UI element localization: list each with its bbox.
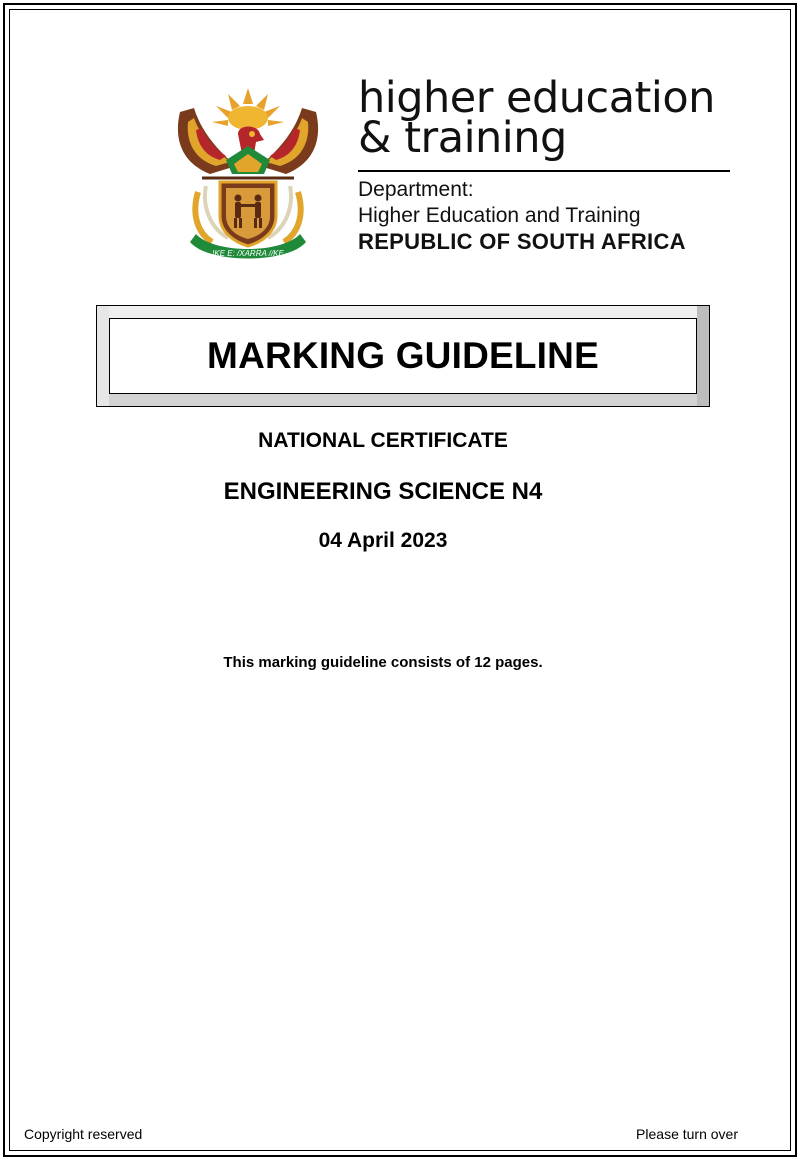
brand-divider bbox=[358, 170, 730, 172]
brand-line-1: higher education bbox=[358, 73, 715, 123]
title-bevel-left bbox=[97, 306, 109, 406]
title-bevel-right bbox=[697, 306, 709, 406]
certificate-heading: NATIONAL CERTIFICATE bbox=[258, 429, 508, 452]
document-title: MARKING GUIDELINE bbox=[207, 335, 599, 376]
country-name: REPUBLIC OF SOUTH AFRICA bbox=[358, 229, 686, 254]
footer-copyright: Copyright reserved bbox=[24, 1126, 143, 1142]
brand-line-2: & training bbox=[358, 113, 567, 163]
motto-text: !KE E: /XARRA //KE bbox=[212, 249, 284, 258]
exam-date: 04 April 2023 bbox=[318, 529, 448, 552]
subject-heading: ENGINEERING SCIENCE N4 bbox=[223, 478, 543, 505]
department-label: Department: bbox=[358, 178, 474, 201]
footer-turn-over: Please turn over bbox=[636, 1126, 738, 1142]
department-brand bbox=[358, 73, 738, 255]
title-bevel-top bbox=[97, 306, 709, 318]
title-box bbox=[96, 305, 710, 407]
page-count-note: This marking guideline consists of 12 pages. bbox=[223, 654, 543, 671]
title-inner bbox=[109, 318, 697, 394]
department-name: Higher Education and Training bbox=[358, 204, 641, 227]
coat-of-arms-logo bbox=[168, 82, 328, 268]
